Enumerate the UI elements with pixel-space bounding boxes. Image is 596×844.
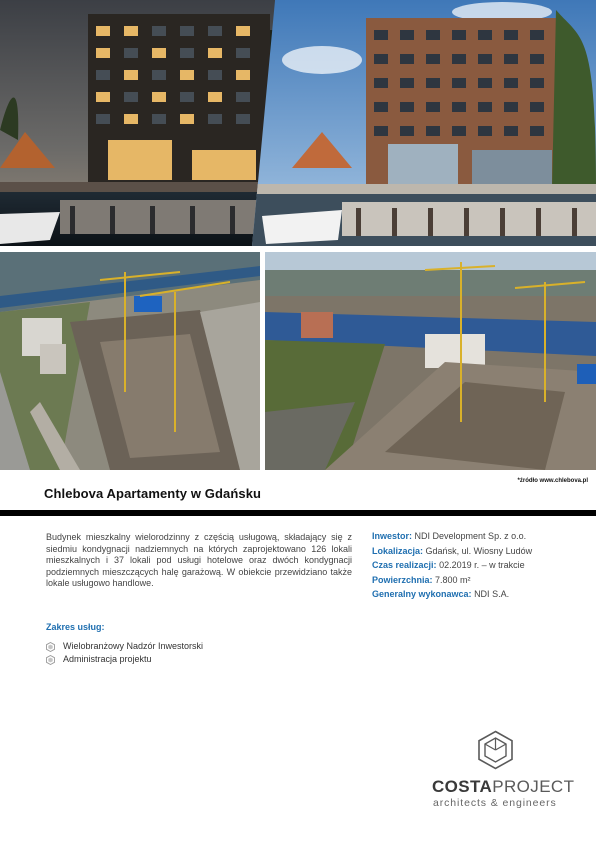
- fact-value: 7.800 m²: [435, 574, 471, 585]
- fact-value: NDI S.A.: [474, 589, 510, 600]
- list-item: [46, 640, 203, 653]
- fact-timeline: [372, 558, 582, 573]
- fact-label: Lokalizacja:: [372, 545, 424, 556]
- hexagon-bullet-icon: [46, 655, 55, 665]
- fact-value: NDI Development Sp. z o.o.: [414, 531, 527, 541]
- scope-title: Zakres usług:: [46, 622, 105, 632]
- list-item: [46, 653, 203, 666]
- hexagon-bullet-icon: [46, 642, 55, 652]
- fact-investor: [372, 529, 582, 544]
- fact-label: Generalny wykonawca:: [372, 589, 472, 600]
- scope-list: [46, 640, 203, 666]
- fact-label: Inwestor:: [372, 531, 413, 541]
- costa-project-logo-icon: [477, 730, 514, 770]
- construction-photo-aerial-1: [0, 252, 260, 470]
- scope-item-label: Wielobranżowy Nadzór Inwestorski: [63, 641, 204, 651]
- fact-contractor: [372, 587, 582, 602]
- rendering-photo-day: [252, 0, 596, 246]
- project-description: Budynek mieszkalny wielorodzinny z częścią usługową, składający się z siedmiu kondygnacji nadziemnych na których zaprojektowano 126 lokali mieszkalnych i 37 lokali pod usługi hotelowe oraz dwóch kondygnacji podziemnych mieszczących halę garażową. W obiekcie przewidziano także lokale usługowo handlowe.: [46, 532, 352, 589]
- title-divider: [0, 510, 596, 516]
- company-name-light: PROJECT: [492, 777, 575, 796]
- company-name-bold: COSTA: [432, 777, 493, 796]
- project-facts: [372, 529, 582, 602]
- image-source-note: *źródło www.chlebova.pl: [517, 478, 588, 484]
- fact-value: 02.2019 r. – w trakcie: [439, 560, 525, 571]
- construction-photo-aerial-2: [265, 252, 596, 470]
- fact-value: Gdańsk, ul. Wiosny Ludów: [425, 545, 533, 556]
- fact-label: Powierzchnia:: [372, 574, 433, 585]
- company-name: [432, 777, 574, 797]
- fact-area: [372, 573, 582, 588]
- fact-label: Czas realizacji:: [372, 560, 437, 571]
- project-title: Chlebova Apartamenty w Gdańsku: [44, 486, 262, 501]
- fact-location: [372, 544, 582, 559]
- scope-item-label: Administracja projektu: [63, 654, 152, 664]
- company-tagline: architects & engineers: [433, 797, 557, 809]
